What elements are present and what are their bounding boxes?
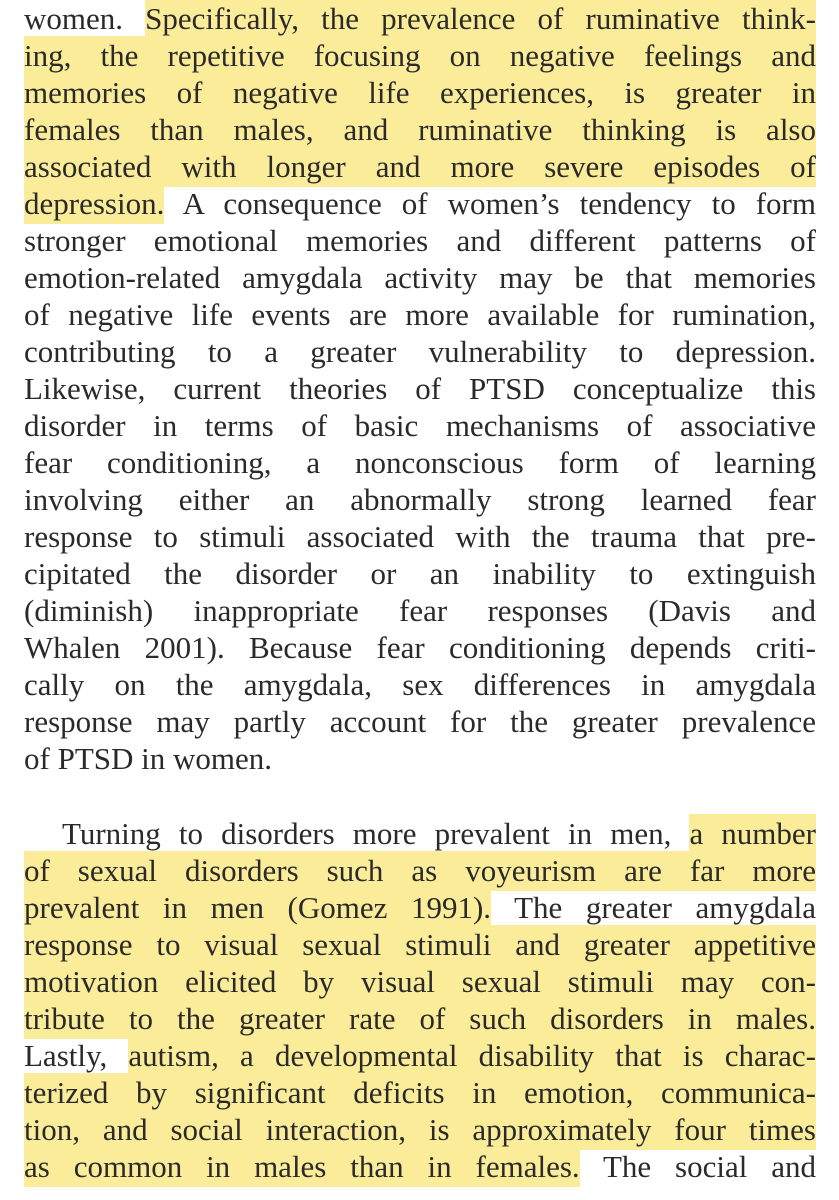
text-line [24, 296, 816, 333]
plain-text: women. [24, 1, 146, 36]
text-line [24, 703, 816, 740]
text-line [24, 444, 816, 481]
text-line [24, 407, 816, 444]
highlighted-text: depression. [24, 184, 164, 224]
highlighted-text: prevalent in men (Gomez 1991). [24, 888, 491, 928]
text-line [24, 333, 816, 370]
plain-text: stronger emotional memories and different patterns of [24, 223, 816, 258]
highlighted-text: tribute to the greater rate of such disorders in males. [24, 999, 816, 1039]
text-line [24, 148, 816, 185]
highlighted-text: ing, the repetitive focusing on negative feelings and [24, 36, 816, 76]
text-line [24, 259, 816, 296]
highlighted-text: females than males, and ruminative thinking is also [24, 110, 816, 150]
text-line [24, 1111, 816, 1148]
highlighted-text: tion, and social interaction, is approximately four times [24, 1110, 816, 1150]
text-line [24, 815, 816, 852]
highlighted-text: as common in males than in females. [24, 1147, 580, 1187]
text-line [24, 740, 816, 777]
plain-text: The social and [579, 1149, 817, 1184]
plain-text: emotion-related amygdala activity may be that memories [24, 260, 816, 295]
highlighted-text: Specifically, the prevalence of ruminative think- [145, 0, 816, 39]
plain-text: response to stimuli associated with the trauma that pre- [24, 519, 816, 554]
text-line [24, 185, 816, 222]
text-line [24, 592, 816, 629]
text-line [24, 222, 816, 259]
text-line [24, 852, 816, 889]
text-line [24, 518, 816, 555]
highlighted-text: a number [689, 814, 816, 854]
text-line [24, 370, 816, 407]
text-line [24, 0, 816, 37]
plain-text: involving either an abnormally strong learned fear [24, 482, 816, 517]
plain-text: Lastly, [24, 1038, 129, 1073]
text-line [24, 889, 816, 926]
plain-text: Turning to disorders more prevalent in men, [62, 816, 690, 851]
text-line [24, 963, 816, 1000]
plain-text: of PTSD in women. [24, 741, 272, 776]
plain-text: of negative life events are more available for rumination, [24, 297, 816, 332]
highlighted-text: associated with longer and more severe episodes of [24, 147, 816, 187]
highlighted-text: terized by significant deficits in emotion, communica- [24, 1073, 816, 1113]
text-line [24, 666, 816, 703]
text-line [24, 926, 816, 963]
highlighted-text: memories of negative life experiences, is greater in [24, 73, 816, 113]
text-line [24, 555, 816, 592]
highlighted-text: autism, a developmental disability that is charac- [128, 1036, 816, 1076]
plain-text: contributing to a greater vulnerability to depression. [24, 334, 816, 369]
text-line [24, 1148, 816, 1185]
plain-text: A consequence of women’s tendency to form [164, 186, 816, 221]
text-line [24, 481, 816, 518]
text-line [24, 37, 816, 74]
plain-text: (diminish) inappropriate fear responses (Davis and [24, 593, 816, 628]
highlighted-text: motivation elicited by visual sexual stimuli may con- [24, 962, 816, 1002]
highlighted-text: response to visual sexual stimuli and greater appetitive [24, 925, 816, 965]
text-line [24, 111, 816, 148]
plain-text: disorder in terms of basic mechanisms of associative [24, 408, 816, 443]
plain-text: cally on the amygdala, sex differences in amygdala [24, 667, 816, 702]
plain-text: fear conditioning, a nonconscious form of learning [24, 445, 816, 480]
plain-text: Likewise, current theories of PTSD conceptualize this [24, 371, 816, 406]
highlighted-text: of sexual disorders such as voyeurism are far more [24, 851, 816, 891]
text-line [24, 74, 816, 111]
plain-text: response may partly account for the greater prevalence [24, 704, 816, 739]
text-line [24, 629, 816, 666]
text-line [24, 1000, 816, 1037]
plain-text: The greater amygdala [491, 890, 816, 925]
text-line [24, 1074, 816, 1111]
plain-text: Whalen 2001). Because fear conditioning depends criti- [24, 630, 816, 665]
text-line [24, 1037, 816, 1074]
plain-text: cipitated the disorder or an inability to extinguish [24, 556, 816, 591]
